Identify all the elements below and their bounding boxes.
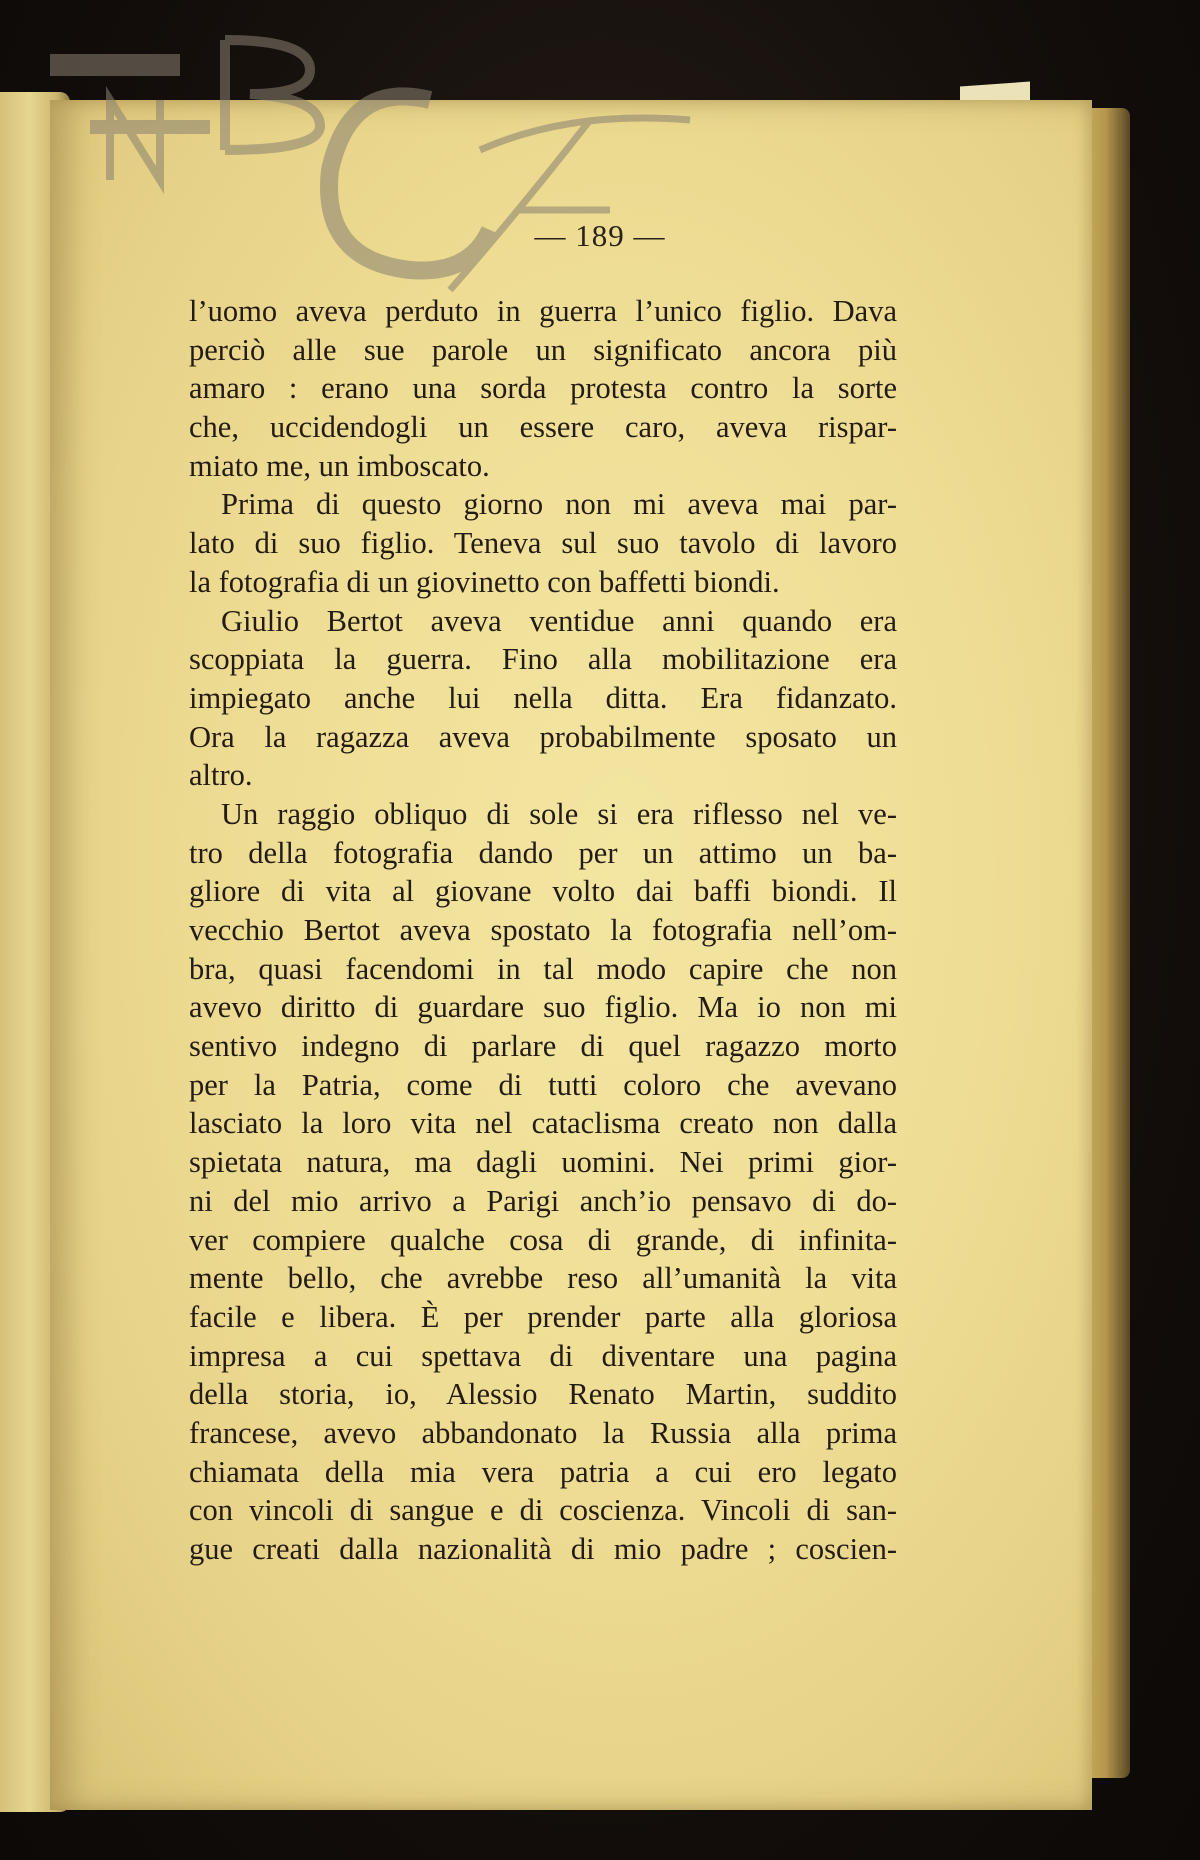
- text-line: Giulio Bertot aveva ventidue anni quando era: [221, 603, 897, 638]
- text-line: lato di suo figlio. Teneva sul suo tavolo di lavoro: [189, 526, 897, 561]
- text-line: mente bello, che avrebbe reso all’umanità la vita: [189, 1261, 897, 1296]
- text-line: Prima di questo giorno non mi aveva mai par-: [221, 487, 897, 522]
- text-line: bra, quasi facendomi in tal modo capire che non: [189, 951, 897, 986]
- text-line: Ora la ragazza aveva probabilmente sposato un: [189, 719, 897, 754]
- watermark-bar-top: [50, 54, 180, 76]
- text-line: amaro : erano una sorda protesta contro la sorte: [189, 371, 897, 406]
- text-line: impiegato anche lui nella ditta. Era fidanzato.: [189, 680, 897, 715]
- text-line: con vincoli di sangue e di coscienza. Vincoli di san-: [189, 1493, 897, 1528]
- text-line: gliore di vita al giovane volto dai baffi biondi. Il: [189, 874, 897, 909]
- text-line: lasciato la loro vita nel cataclisma creato non dalla: [189, 1106, 897, 1141]
- text-line: tro della fotografia dando per un attimo un ba-: [189, 835, 897, 870]
- text-line: avevo diritto di guardare suo figlio. Ma io non mi: [189, 990, 897, 1025]
- text-line: impresa a cui spettava di diventare una pagina: [189, 1338, 897, 1373]
- text-line: facile e libera. È per prender parte alla gloriosa: [189, 1299, 897, 1334]
- text-line: della storia, io, Alessio Renato Martin, suddito: [189, 1377, 897, 1412]
- text-line: francese, avevo abbandonato la Russia alla prima: [189, 1415, 897, 1450]
- text-line: perciò alle sue parole un significato ancora più: [189, 332, 897, 367]
- text-line: per la Patria, come di tutti coloro che avevano: [189, 1067, 897, 1102]
- text-line: gue creati dalla nazionalità di mio padre ; coscien-: [189, 1532, 897, 1566]
- text-line: spietata natura, ma dagli uomini. Nei primi gior-: [189, 1145, 897, 1180]
- text-line: scoppiata la guerra. Fino alla mobilitazione era: [189, 642, 897, 677]
- page-number: — 189 —: [534, 218, 666, 253]
- text-line: che, uccidendogli un essere caro, aveva rispar-: [189, 410, 897, 445]
- text-line: altro.: [189, 758, 253, 793]
- text-line: vecchio Bertot aveva spostato la fotografia nell’om-: [189, 913, 897, 947]
- text-line: miato me, un imboscato.: [189, 448, 490, 483]
- text-line: ver compiere qualche cosa di grande, di infinita-: [189, 1222, 897, 1257]
- text-line: ni del mio arrivo a Parigi anch’io pensavo di do-: [189, 1183, 897, 1218]
- text-line: la fotografia di un giovinetto con baffetti biondi.: [189, 564, 780, 599]
- text-line: sentivo indegno di parlare di quel ragazzo morto: [189, 1029, 897, 1064]
- text-line: l’uomo aveva perduto in guerra l’unico figlio. Dava: [189, 294, 897, 328]
- body-text: [189, 292, 897, 1569]
- text-line: Un raggio obliquo di sole si era riflesso nel ve-: [221, 796, 897, 831]
- text-line: chiamata della mia vera patria a cui ero legato: [189, 1454, 897, 1489]
